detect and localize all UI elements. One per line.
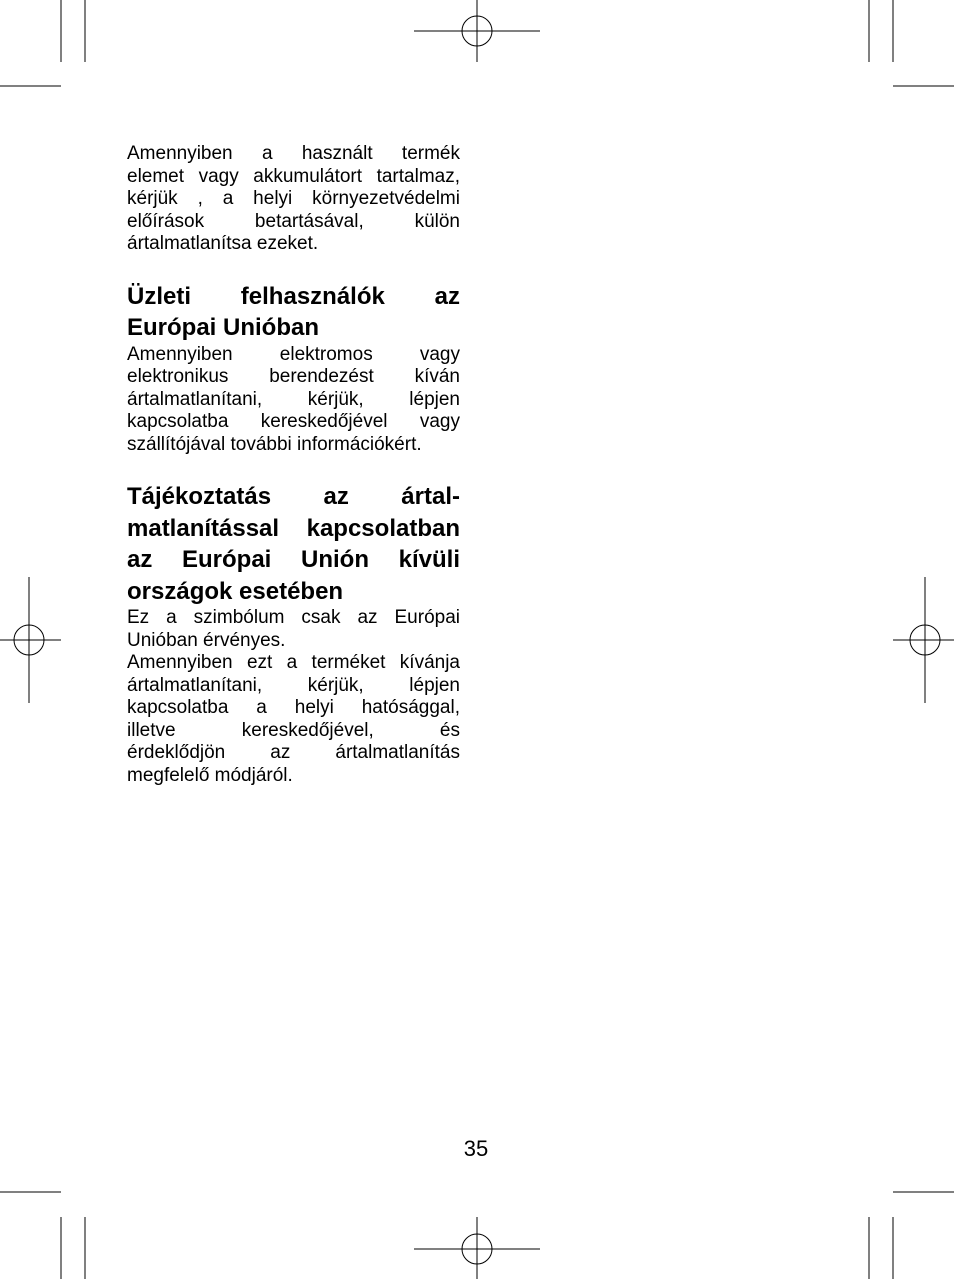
section2-heading xyxy=(127,481,460,607)
text-line: megfelelő módjáról. xyxy=(127,764,293,786)
text-column xyxy=(127,143,460,787)
heading-line: Európai Unióban xyxy=(127,314,319,341)
heading-line: matlanítással kapcsolatban xyxy=(127,514,460,542)
text-line: Unióban érvényes. xyxy=(127,629,286,651)
heading-line: Tájékoztatás az ártal- xyxy=(127,483,460,510)
text-line: kapcsolatba a helyi hatósággal, xyxy=(127,697,460,718)
heading-line: országok esetében xyxy=(127,577,344,605)
text-line: kérjük , a helyi környezetvédelmi xyxy=(127,188,460,209)
text-line: Amennyiben a használt termék xyxy=(127,143,460,164)
text-line: érdeklődjön az ártalmatlanítás xyxy=(127,742,460,763)
text-line: elektronikus berendezést kíván xyxy=(127,366,460,387)
heading-line: az Európai Unión kívüli xyxy=(127,546,460,573)
text-line: Amennyiben ezt a terméket kívánja xyxy=(127,652,460,673)
intro-paragraph xyxy=(127,143,460,256)
section2-body-b xyxy=(127,652,460,787)
page-number: 35 xyxy=(463,1136,489,1161)
text-line: ártalmatlanítani, kérjük, lépjen xyxy=(127,674,460,696)
text-line: ártalmatlanítsa ezeket. xyxy=(127,233,319,254)
text-line: ártalmatlanítani, kérjük, lépjen xyxy=(127,388,460,410)
section1-heading xyxy=(127,281,460,344)
text-line: Ez a szimbólum csak az Európai xyxy=(127,607,460,628)
text-line: illetve kereskedőjével, és xyxy=(127,719,460,741)
text-line: kapcsolatba kereskedőjével vagy xyxy=(127,411,460,432)
section2-body-a xyxy=(127,607,460,652)
text-line: elemet vagy akkumulátort tartalmaz, xyxy=(127,165,460,187)
text-line: Amennyiben elektromos vagy xyxy=(127,343,460,365)
text-line: szállítójával további információkért. xyxy=(127,433,422,455)
text-line: előírások betartásával, külön xyxy=(127,210,460,232)
section1-body xyxy=(127,344,460,457)
heading-line: Üzleti felhasználók az xyxy=(127,282,460,310)
